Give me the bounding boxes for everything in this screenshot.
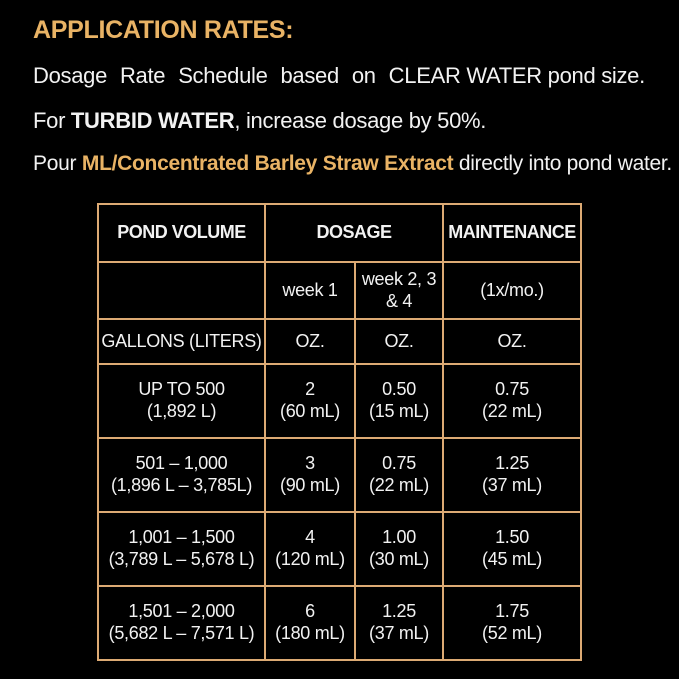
oz-unit-label: OZ. [265, 319, 355, 364]
dose-oz: 1.25 [495, 453, 529, 474]
dose-oz: 0.50 [382, 379, 416, 400]
clear-water-line [33, 63, 645, 89]
dose-ml: (45 mL) [482, 549, 542, 569]
volume-liters: (3,789 L – 5,678 L) [108, 549, 255, 569]
maintenance-header: MAINTENANCE [443, 204, 581, 262]
dose-oz: 6 [305, 601, 315, 622]
clear-water-word: Rate [119, 63, 166, 88]
pond-volume-cell [98, 438, 265, 512]
pour-extract-line [33, 152, 672, 176]
dose-ml: (120 mL) [275, 549, 345, 569]
dose-ml: (52 mL) [482, 623, 542, 643]
maintenance-frequency-header: (1x/mo.) [443, 262, 581, 319]
product-name-word: Barley [254, 152, 318, 175]
volume-gallons: 1,501 – 2,000 [128, 601, 235, 622]
maintenance-dose-cell [443, 364, 581, 438]
turbid-water-post: , increase dosage by 50%. [234, 108, 487, 133]
dose-oz: 1.00 [382, 527, 416, 548]
dose-ml: (22 mL) [369, 475, 429, 495]
table-row [98, 438, 581, 512]
dosage-table [97, 203, 582, 661]
turbid-water-line [33, 108, 486, 134]
dose-ml: (90 mL) [280, 475, 340, 495]
clear-water-word: on [351, 63, 376, 88]
pond-volume-cell [98, 512, 265, 586]
dose-ml: (22 mL) [482, 401, 542, 421]
table-row [98, 364, 581, 438]
pour-phrase-end [384, 152, 672, 176]
table-row [98, 586, 581, 660]
week234-dose-cell [355, 438, 443, 512]
clear-water-word: based [280, 63, 339, 88]
product-name-word: ML/Concentrated [81, 152, 249, 175]
table-units-row [98, 319, 581, 364]
dosage-header: DOSAGE [265, 204, 443, 262]
week234-dose-cell [355, 586, 443, 660]
table-header-row [98, 204, 581, 262]
oz-unit-label: OZ. [443, 319, 581, 364]
clear-water-word: Dosage [33, 63, 108, 88]
dose-oz: 3 [305, 453, 315, 474]
week1-header: week 1 [265, 262, 355, 319]
pond-volume-cell [98, 586, 265, 660]
gallons-liters-label: GALLONS (LITERS) [98, 319, 265, 364]
dose-oz: 1.25 [382, 601, 416, 622]
dose-ml: (180 mL) [275, 623, 345, 643]
table-row [98, 512, 581, 586]
pond-volume-cell [98, 364, 265, 438]
week1-dose-cell [265, 438, 355, 512]
week234-header: week 2, 3 & 4 [355, 262, 443, 319]
dose-ml: (37 mL) [482, 475, 542, 495]
dose-ml: (30 mL) [369, 549, 429, 569]
turbid-water-bold: TURBID WATER [70, 108, 235, 133]
dose-oz: 4 [305, 527, 315, 548]
week234-dose-cell [355, 512, 443, 586]
week1-dose-cell [265, 586, 355, 660]
maintenance-dose-cell [443, 438, 581, 512]
pour-rest: directly into pond water. [453, 152, 672, 175]
volume-gallons: 501 – 1,000 [135, 453, 228, 474]
oz-unit-label: OZ. [355, 319, 443, 364]
week1-dose-cell [265, 364, 355, 438]
product-name-word: Extract [384, 152, 454, 175]
dose-ml: (37 mL) [369, 623, 429, 643]
clear-water-phrase: CLEAR WATER pond size. [388, 63, 645, 88]
empty-cell [98, 262, 265, 319]
dose-oz: 2 [305, 379, 315, 400]
maintenance-dose-cell [443, 512, 581, 586]
dose-ml: (15 mL) [369, 401, 429, 421]
product-name-word: Straw [322, 152, 379, 175]
volume-liters: (1,896 L – 3,785L) [110, 475, 253, 495]
volume-liters: (5,682 L – 7,571 L) [108, 623, 255, 643]
dose-ml: (60 mL) [280, 401, 340, 421]
dose-oz: 1.50 [495, 527, 529, 548]
volume-gallons: UP TO 500 [138, 379, 225, 400]
week234-dose-cell [355, 364, 443, 438]
dose-oz: 0.75 [382, 453, 416, 474]
week1-dose-cell [265, 512, 355, 586]
volume-liters: (1,892 L) [146, 401, 217, 421]
volume-gallons: 1,001 – 1,500 [128, 527, 235, 548]
dose-oz: 1.75 [495, 601, 529, 622]
maintenance-dose-cell [443, 586, 581, 660]
dose-oz: 0.75 [495, 379, 529, 400]
table-subheader-row [98, 262, 581, 319]
turbid-water-pre: For [33, 108, 71, 133]
pond-volume-header: POND VOLUME [98, 204, 265, 262]
application-rates-title: APPLICATION RATES: [33, 16, 294, 44]
clear-water-word: Schedule [178, 63, 268, 88]
pour-word: Pour [33, 152, 77, 175]
